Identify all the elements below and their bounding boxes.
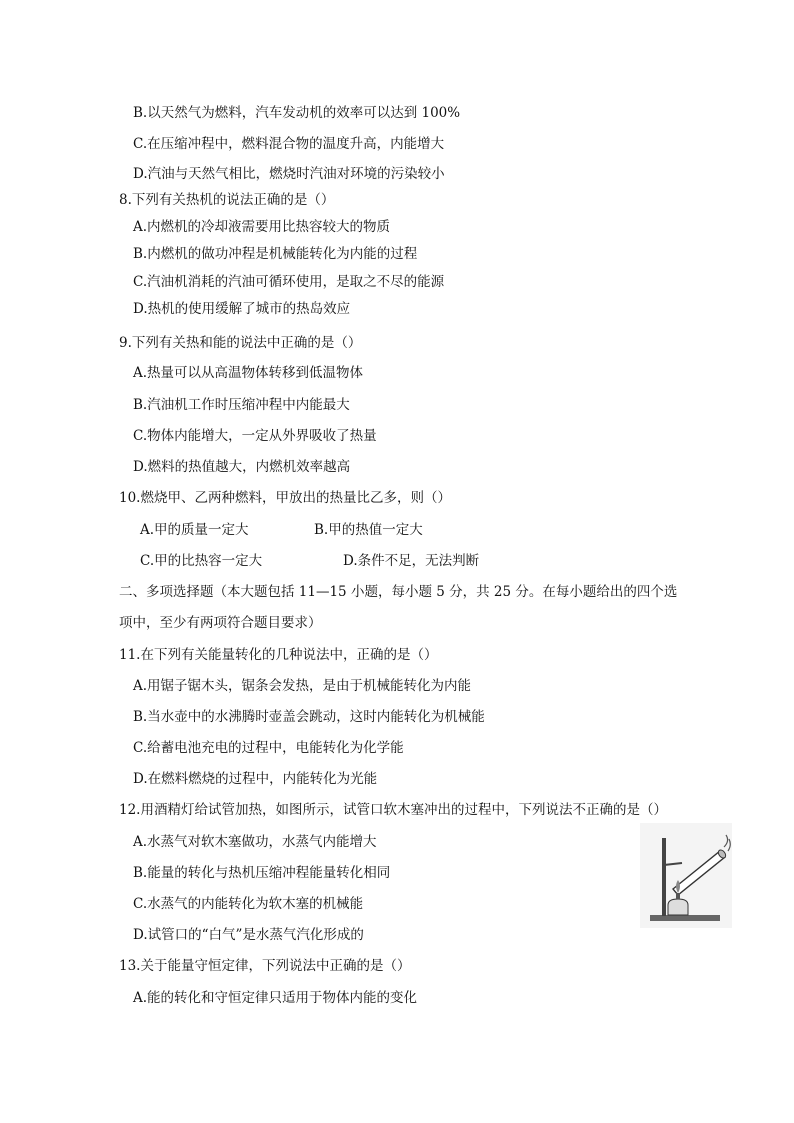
q12-option-b: B.能量的转化与热机压缩冲程能量转化相同 <box>133 865 391 881</box>
q10-option-c: C.甲的比热容一定大 <box>140 553 263 569</box>
q8-option-a: A.内燃机的冷却液需要用比热容较大的物质 <box>133 219 391 235</box>
q9-option-d: D.燃料的热值越大，内燃机效率越高 <box>133 459 351 475</box>
q10-option-d: D.条件不足，无法判断 <box>343 553 480 569</box>
q11-option-d: D.在燃料燃烧的过程中，内能转化为光能 <box>133 771 378 787</box>
q8-option-d: D.热机的使用缓解了城市的热岛效应 <box>133 301 351 317</box>
q10-option-a: A.甲的质量一定大 <box>140 522 249 538</box>
q7-option-d: D.汽油与天然气相比，燃烧时汽油对环境的污染较小 <box>133 166 445 182</box>
q9-stem: 9.下列有关热和能的说法中正确的是（） <box>119 335 362 351</box>
q8-option-b: B.内燃机的做功冲程是机械能转化为内能的过程 <box>133 246 418 262</box>
q9-option-b: B.汽油机工作时压缩冲程中内能最大 <box>133 397 350 413</box>
q9-option-c: C.物体内能增大，一定从外界吸收了热量 <box>133 428 377 444</box>
q12-option-d: D.试管口的“白气”是水蒸气汽化形成的 <box>133 927 364 943</box>
q8-stem: 8.下列有关热机的说法正确的是（） <box>119 192 335 208</box>
q11-option-c: C.给蓄电池充电的过程中，电能转化为化学能 <box>133 740 404 756</box>
q12-stem: 12.用酒精灯给试管加热，如图所示，试管口软木塞冲出的过程中，下列说法不正确的是（） <box>119 802 667 818</box>
q10-stem: 10.燃烧甲、乙两种燃料，甲放出的热量比乙多，则（） <box>119 490 451 506</box>
q13-stem: 13.关于能量守恒定律，下列说法中正确的是（） <box>119 958 411 974</box>
q9-option-a: A.热量可以从高温物体转移到低温物体 <box>133 365 364 381</box>
test-tube-heating-figure <box>640 823 732 928</box>
q11-option-b: B.当水壶中的水沸腾时壶盖会跳动，这时内能转化为机械能 <box>133 709 485 725</box>
q7-option-b: B.以天然气为燃料，汽车发动机的效率可以达到 100% <box>133 105 461 121</box>
section-2-heading-cont: 项中，至少有两项符合题目要求） <box>119 615 322 631</box>
section-2-heading: 二、多项选择题（本大题包括 11—15 小题，每小题 5 分，共 25 分。在每小题给出的四个选 <box>119 584 678 600</box>
q11-stem: 11.在下列有关能量转化的几种说法中，正确的是（） <box>119 647 438 663</box>
q12-option-a: A.水蒸气对软木塞做功，水蒸气内能增大 <box>133 834 377 850</box>
q11-option-a: A.用锯子锯木头，锯条会发热，是由于机械能转化为内能 <box>133 678 472 694</box>
q12-option-c: C.水蒸气的内能转化为软木塞的机械能 <box>133 896 364 912</box>
q7-option-c: C.在压缩冲程中，燃料混合物的温度升高，内能增大 <box>133 136 445 152</box>
q10-option-b: B.甲的热值一定大 <box>314 522 423 538</box>
q13-option-a: A.能的转化和守恒定律只适用于物体内能的变化 <box>133 990 418 1006</box>
q8-option-c: C.汽油机消耗的汽油可循环使用，是取之不尽的能源 <box>133 274 445 290</box>
